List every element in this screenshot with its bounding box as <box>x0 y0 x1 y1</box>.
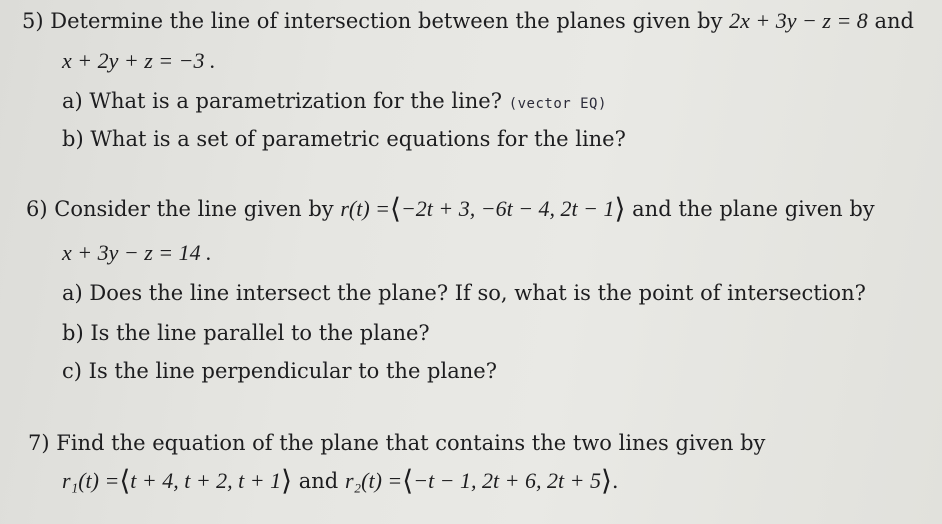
and-word: and <box>298 469 339 493</box>
part-text: What is a parametrization for the line? <box>89 89 502 113</box>
part-label: b) <box>62 321 84 345</box>
line-function-lhs: r(t) = <box>340 196 391 221</box>
problem-intro: Find the equation of the plane that contains the two lines given by <box>56 431 766 455</box>
end-period: . <box>611 469 619 493</box>
part-label: a) <box>62 89 83 113</box>
problem-number: 6) <box>26 197 48 221</box>
part-label: c) <box>62 359 82 383</box>
line-vector: −2t + 3, −6t − 4, 2t − 1 <box>400 196 615 221</box>
line-2-vector: −t − 1, 2t + 6, 2t + 5 <box>413 468 601 493</box>
right-angle-bracket: ⟩ <box>614 192 626 225</box>
part-text: Is the line perpendicular to the plane? <box>88 359 497 383</box>
problem-5-part-b <box>62 126 626 152</box>
right-angle-bracket: ⟩ <box>600 464 612 497</box>
left-angle-bracket: ⟨ <box>390 192 401 225</box>
line-2-lhs: r₂(t) = <box>344 468 403 493</box>
problem-7-lines <box>62 464 619 497</box>
part-text: What is a set of parametric equations for the line? <box>90 127 626 151</box>
plane-equation-1: 2x + 3y − z = 8 <box>729 8 868 33</box>
problem-6-part-a <box>62 280 866 306</box>
problem-5-part-a <box>62 88 607 117</box>
and-word: and <box>874 9 914 33</box>
left-angle-bracket: ⟨ <box>402 464 414 497</box>
line-1-vector: t + 4, t + 2, t + 1 <box>130 468 282 493</box>
problem-number: 5) <box>22 9 44 33</box>
problem-number: 7) <box>28 431 50 455</box>
part-label: a) <box>62 281 83 305</box>
problem-intro: Determine the line of intersection between the planes given by <box>50 9 723 33</box>
left-angle-bracket: ⟨ <box>119 464 131 497</box>
problem-6-statement <box>26 192 875 225</box>
plane-equation: x + 3y − z = 14 . <box>62 240 212 265</box>
line-1-lhs: r₁(t) = <box>62 468 120 493</box>
problem-6-plane <box>62 240 212 266</box>
problem-7-statement <box>28 430 765 456</box>
problem-5-equation-2 <box>62 48 215 74</box>
problem-6-part-c <box>62 358 497 384</box>
problem-5-statement <box>22 8 914 34</box>
problem-intro: Consider the line given by <box>54 197 334 221</box>
problem-outro: and the plane given by <box>632 197 875 221</box>
right-angle-bracket: ⟩ <box>281 464 293 497</box>
handwritten-note: (vector EQ) <box>508 96 607 112</box>
part-label: b) <box>62 127 84 151</box>
part-text: Does the line intersect the plane? If so, what is the point of intersection? <box>89 281 866 305</box>
plane-equation-2: x + 2y + z = −3 . <box>62 48 216 73</box>
problem-6-part-b <box>62 320 430 346</box>
part-text: Is the line parallel to the plane? <box>90 321 430 345</box>
